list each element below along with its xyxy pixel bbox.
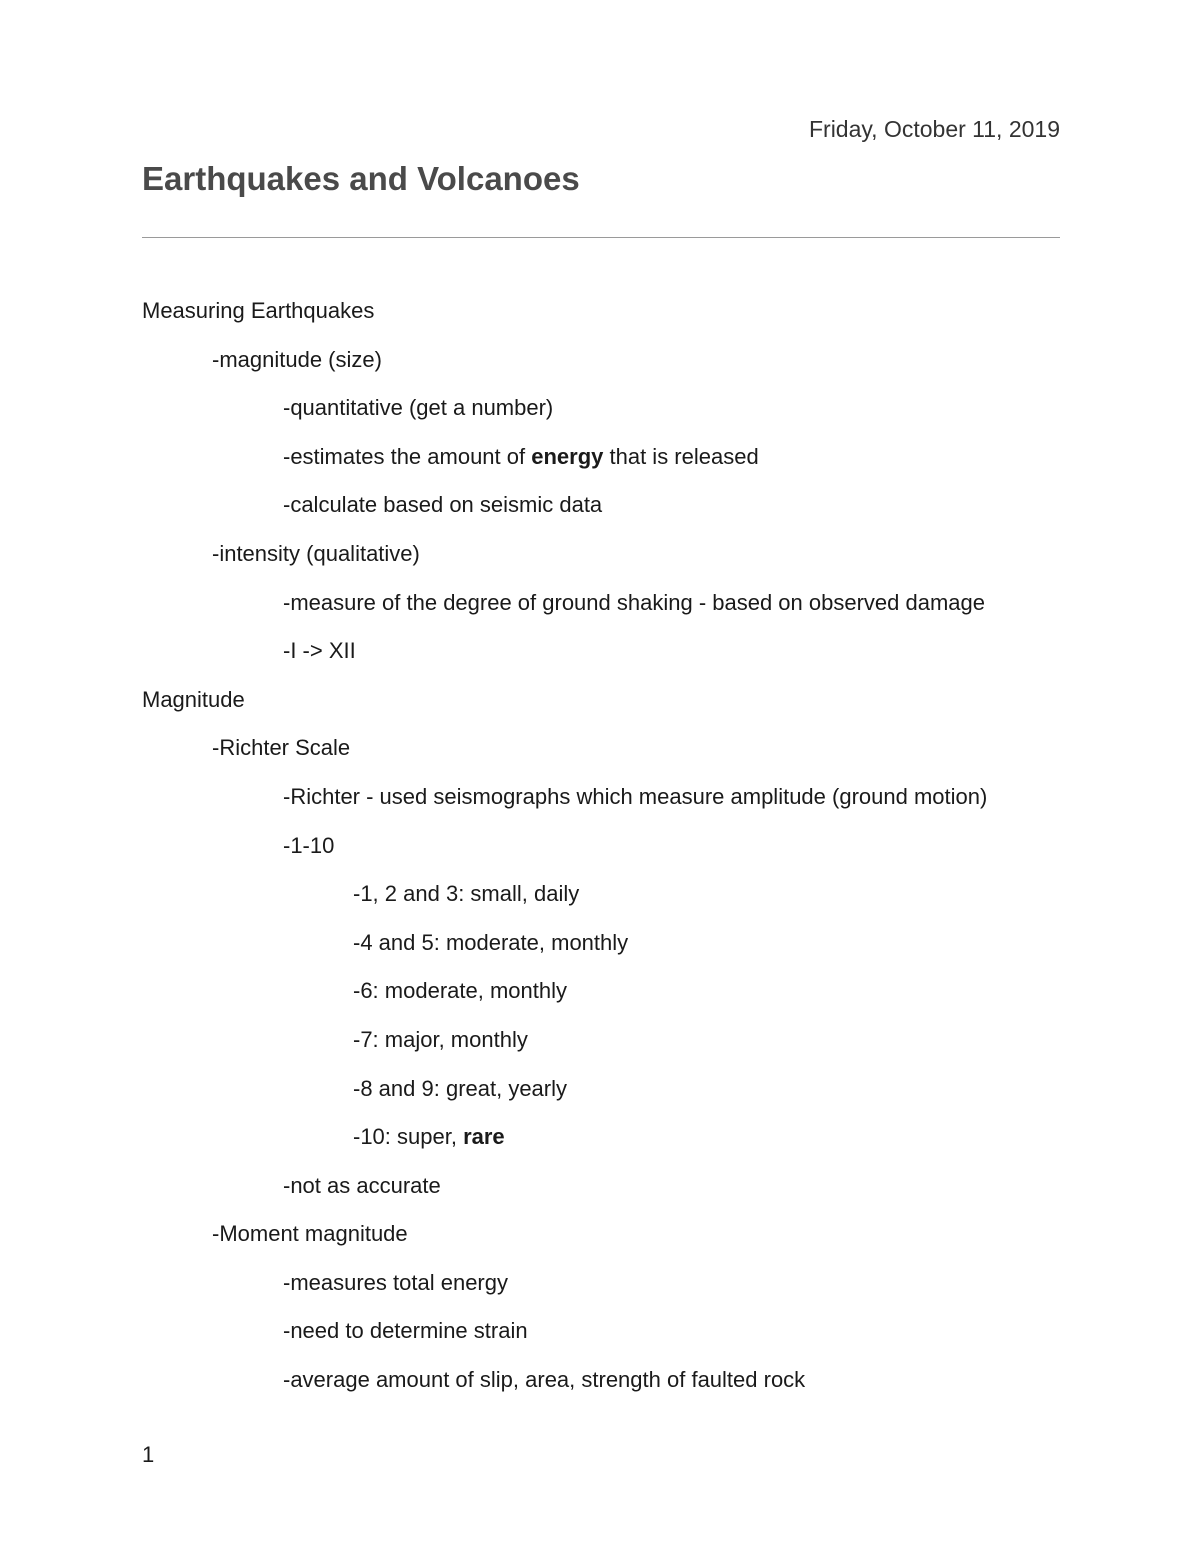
title-divider bbox=[142, 237, 1060, 238]
line-text: -6: moderate, monthly bbox=[353, 978, 567, 1004]
line-text: -10: super, bbox=[353, 1124, 464, 1150]
line-text: -Richter - used seismographs which measure amplitude (ground motion) bbox=[283, 783, 988, 809]
line-text: Measuring Earthquakes bbox=[142, 298, 375, 323]
line-text: -Richter Scale bbox=[212, 735, 351, 761]
outline-line-level-0 bbox=[142, 683, 1072, 732]
outline-line-level-2 bbox=[142, 780, 1072, 829]
outline-line-level-2 bbox=[142, 829, 1072, 878]
line-text: -1, 2 and 3: small, daily bbox=[353, 881, 580, 907]
page-number: 1 bbox=[142, 1442, 155, 1467]
line-text: -magnitude (size) bbox=[212, 346, 382, 372]
note-date: Friday, October 11, 2019 bbox=[808, 116, 1060, 142]
outline-line-level-3 bbox=[142, 926, 1072, 975]
line-text: -average amount of slip, area, strength of faulted rock bbox=[283, 1367, 806, 1393]
line-text: -estimates the amount of bbox=[283, 443, 532, 469]
outline-line-level-3 bbox=[142, 1120, 1072, 1169]
line-text: -8 and 9: great, yearly bbox=[353, 1075, 568, 1101]
outline-line-level-0 bbox=[142, 294, 1072, 343]
line-text: -quantitative (get a number) bbox=[283, 395, 554, 421]
line-text: -measures total energy bbox=[283, 1269, 508, 1295]
outline-line-level-2 bbox=[142, 391, 1072, 440]
notes-outline bbox=[142, 294, 1072, 1412]
outline-line-level-1 bbox=[142, 343, 1072, 392]
page-title: Earthquakes and Volcanoes bbox=[142, 160, 580, 197]
line-text: -need to determine strain bbox=[283, 1318, 528, 1344]
outline-line-level-1 bbox=[142, 1217, 1072, 1266]
line-text: that is released bbox=[603, 443, 759, 469]
outline-line-level-2 bbox=[142, 1314, 1072, 1363]
line-text: -I -> XII bbox=[283, 638, 356, 664]
line-text: Magnitude bbox=[142, 686, 245, 712]
outline-line-level-1 bbox=[142, 731, 1072, 780]
outline-line-level-3 bbox=[142, 1072, 1072, 1121]
outline-line-level-2 bbox=[142, 1363, 1072, 1412]
outline-line-level-1 bbox=[142, 537, 1072, 586]
outline-line-level-2 bbox=[142, 1169, 1072, 1218]
line-text: -1-10 bbox=[283, 832, 335, 858]
outline-line-level-3 bbox=[142, 974, 1072, 1023]
line-text: -7: major, monthly bbox=[353, 1026, 528, 1052]
emphasized-text: energy bbox=[531, 443, 604, 469]
line-text: -calculate based on seismic data bbox=[283, 492, 603, 518]
line-text: -Moment magnitude bbox=[212, 1221, 408, 1247]
outline-line-level-2 bbox=[142, 488, 1072, 537]
line-text: -not as accurate bbox=[283, 1172, 441, 1198]
outline-line-level-2 bbox=[142, 440, 1072, 489]
line-text: -intensity (qualitative) bbox=[212, 540, 420, 566]
emphasized-text: rare bbox=[463, 1124, 505, 1150]
outline-line-level-3 bbox=[142, 1023, 1072, 1072]
line-text: -measure of the degree of ground shaking - based on observed damage bbox=[283, 589, 986, 615]
line-text: -4 and 5: moderate, monthly bbox=[353, 929, 629, 955]
outline-line-level-3 bbox=[142, 877, 1072, 926]
outline-line-level-2 bbox=[142, 1266, 1072, 1315]
outline-line-level-2 bbox=[142, 634, 1072, 683]
outline-line-level-2 bbox=[142, 586, 1072, 635]
